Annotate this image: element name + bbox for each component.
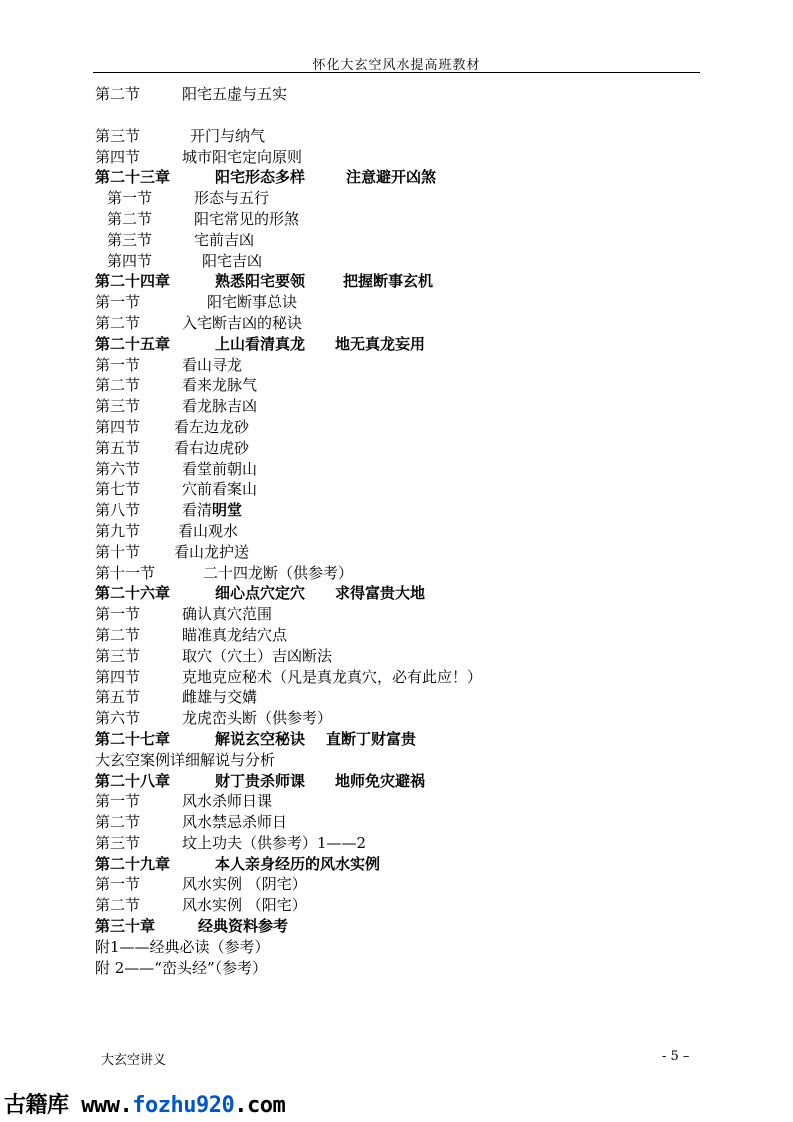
toc-row (95, 687, 715, 708)
toc-chapter-row (95, 583, 715, 604)
section-number: 第十一节 (95, 563, 156, 582)
section-number: 第二节 (95, 85, 141, 103)
header-rule (93, 72, 700, 73)
toc-row (95, 500, 715, 521)
toc-row (95, 209, 715, 230)
chapter-subtitle: 直断丁财富贵 (326, 729, 417, 748)
chapter-subtitle: 地无真龙妄用 (335, 334, 426, 353)
section-number: 第三节 (95, 126, 141, 145)
toc-row (95, 812, 715, 833)
watermark-prefix: 古籍库 www. (4, 1093, 133, 1118)
toc-row (95, 791, 715, 812)
chapter-number: 第二十五章 (95, 334, 171, 353)
watermark-suffix: .com (234, 1093, 286, 1118)
toc-row (95, 251, 715, 272)
toc-row (95, 147, 715, 168)
section-number: 第二节 (95, 313, 141, 332)
section-number: 第一节 (95, 355, 141, 374)
section-number: 第六节 (95, 709, 141, 728)
toc-row (95, 604, 715, 625)
appendix-item: 附1——经典必读（参考） (95, 937, 270, 956)
toc-row (95, 646, 715, 667)
section-number: 第四节 (107, 251, 153, 270)
toc-chapter-row (95, 771, 715, 792)
toc-row (95, 230, 715, 251)
section-number: 第一节 (95, 792, 141, 811)
toc-row (95, 708, 715, 729)
toc-row (95, 958, 715, 979)
section-title: 二十四龙断（供参考） (203, 563, 354, 582)
section-number: 第二节 (107, 209, 153, 228)
chapter-subtitle: 地师免灾避祸 (335, 771, 426, 790)
section-number: 第六节 (95, 459, 141, 478)
section-title: 阳宅五虚与五实 (182, 85, 288, 103)
watermark-domain: fozhu920 (132, 1093, 235, 1118)
section-title: 看龙脉吉凶 (182, 397, 258, 416)
chapter-title: 细心点穴定穴 (215, 584, 306, 603)
chapter-title: 财丁贵杀师课 (215, 771, 306, 790)
section-title (182, 500, 242, 521)
section-number: 第二节 (95, 625, 141, 644)
section-title-part: 看清 (182, 501, 213, 520)
section-title: 入宅断吉凶的秘诀 (182, 313, 303, 332)
section-number: 第二节 (95, 896, 141, 915)
table-of-contents (95, 84, 715, 978)
toc-chapter-row (95, 167, 715, 188)
toc-row (95, 438, 715, 459)
chapter-number: 第二十八章 (95, 771, 171, 790)
toc-row (95, 521, 715, 542)
footer-title: 大玄空讲义 (101, 1053, 167, 1068)
chapter-number: 第二十三章 (95, 168, 171, 187)
toc-row (95, 459, 715, 480)
section-title: 龙虎峦头断（供参考） (182, 709, 333, 728)
section-title: 风水实例 （阳宅） (182, 896, 307, 915)
section-title: 坟上功夫（供参考）1——2 (182, 833, 367, 852)
section-title: 确认真穴范围 (182, 605, 273, 624)
section-title: 城市阳宅定向原则 (182, 147, 303, 166)
running-header: 怀化大玄空风水提高班教材 (312, 58, 481, 73)
toc-row (95, 895, 715, 916)
section-number: 第三节 (107, 230, 153, 249)
section-title: 阳宅常见的形煞 (194, 209, 300, 228)
section-title: 形态与五行 (194, 189, 270, 208)
section-number: 第五节 (95, 438, 141, 457)
section-number: 第十节 (95, 542, 141, 561)
section-title: 看山观水 (178, 521, 239, 540)
watermark (4, 1088, 285, 1119)
chapter-title: 熟悉阳宅要领 (215, 272, 306, 291)
toc-row (95, 417, 715, 438)
toc-row (95, 874, 715, 895)
section-number: 第七节 (95, 480, 141, 499)
chapter-number: 第二十九章 (95, 854, 171, 873)
toc-chapter-row (95, 271, 715, 292)
section-number: 第四节 (95, 417, 141, 436)
chapter-title: 本人亲身经历的风水实例 (215, 854, 381, 873)
toc-row (95, 625, 715, 646)
section-heading: 大玄空案例详细解说与分析 (95, 750, 276, 769)
toc-chapter-row (95, 854, 715, 875)
toc-row (95, 479, 715, 500)
toc-row (95, 292, 715, 313)
section-number: 第三节 (95, 646, 141, 665)
section-title: 瞄准真龙结穴点 (182, 625, 288, 644)
section-title: 看右边虎砂 (174, 438, 250, 457)
chapter-title: 经典资料参考 (198, 917, 289, 936)
toc-row (95, 375, 715, 396)
chapter-number: 第二十七章 (95, 729, 171, 748)
toc-row (95, 84, 715, 105)
chapter-number: 第三十章 (95, 917, 156, 936)
toc-row (95, 833, 715, 854)
section-number: 第二节 (95, 376, 141, 395)
section-title: 看左边龙砂 (174, 417, 250, 436)
section-title: 风水实例 （阴宅） (182, 875, 307, 894)
toc-chapter-row (95, 334, 715, 355)
toc-row (95, 126, 715, 147)
section-title: 看山寻龙 (182, 355, 243, 374)
section-number: 第一节 (95, 875, 141, 894)
section-number: 第二节 (95, 813, 141, 832)
section-number: 第八节 (95, 501, 141, 520)
toc-row (95, 750, 715, 771)
section-title: 雌雄与交媾 (182, 688, 258, 707)
section-number: 第三节 (95, 397, 141, 416)
toc-row (95, 188, 715, 209)
section-title-bold-part: 明堂 (212, 501, 243, 520)
page-number: - 5 – (662, 1049, 690, 1064)
section-number: 第四节 (95, 667, 141, 686)
section-title: 开门与纳气 (190, 126, 266, 145)
section-title: 取穴（穴土）吉凶断法 (182, 646, 333, 665)
section-number: 第九节 (95, 521, 141, 540)
toc-row (95, 563, 715, 584)
section-title: 克地克应秘术（凡是真龙真穴，必有此应！） (182, 667, 483, 686)
toc-chapter-row (95, 729, 715, 750)
toc-chapter-row (95, 916, 715, 937)
chapter-title: 上山看清真龙 (215, 334, 306, 353)
section-title: 看来龙脉气 (182, 376, 258, 395)
section-number: 第一节 (95, 293, 141, 312)
section-title: 看堂前朝山 (182, 459, 258, 478)
toc-row (95, 355, 715, 376)
toc-row (95, 313, 715, 334)
section-title: 风水禁忌杀师日 (182, 813, 288, 832)
chapter-subtitle: 求得富贵大地 (335, 584, 426, 603)
toc-row (95, 937, 715, 958)
chapter-subtitle: 注意避开凶煞 (346, 168, 437, 187)
section-number: 第一节 (107, 189, 153, 208)
section-title: 宅前吉凶 (194, 230, 255, 249)
toc-row (95, 396, 715, 417)
toc-row (95, 667, 715, 688)
section-number: 第一节 (95, 605, 141, 624)
section-title: 阳宅断事总诀 (207, 293, 298, 312)
section-number: 第五节 (95, 688, 141, 707)
chapter-title: 解说玄空秘诀 (215, 729, 306, 748)
section-title: 风水杀师日课 (182, 792, 273, 811)
section-number: 第三节 (95, 833, 141, 852)
toc-row (95, 542, 715, 563)
chapter-title: 阳宅形态多样 (215, 168, 306, 187)
section-title: 阳宅吉凶 (202, 251, 263, 270)
section-title: 穴前看案山 (182, 480, 258, 499)
chapter-number: 第二十四章 (95, 272, 171, 291)
section-title: 看山龙护送 (174, 542, 250, 561)
chapter-number: 第二十六章 (95, 584, 171, 603)
section-number: 第四节 (95, 147, 141, 166)
appendix-item: 附 2——“峦头经”（参考） (95, 958, 268, 977)
chapter-subtitle: 把握断事玄机 (343, 272, 434, 291)
